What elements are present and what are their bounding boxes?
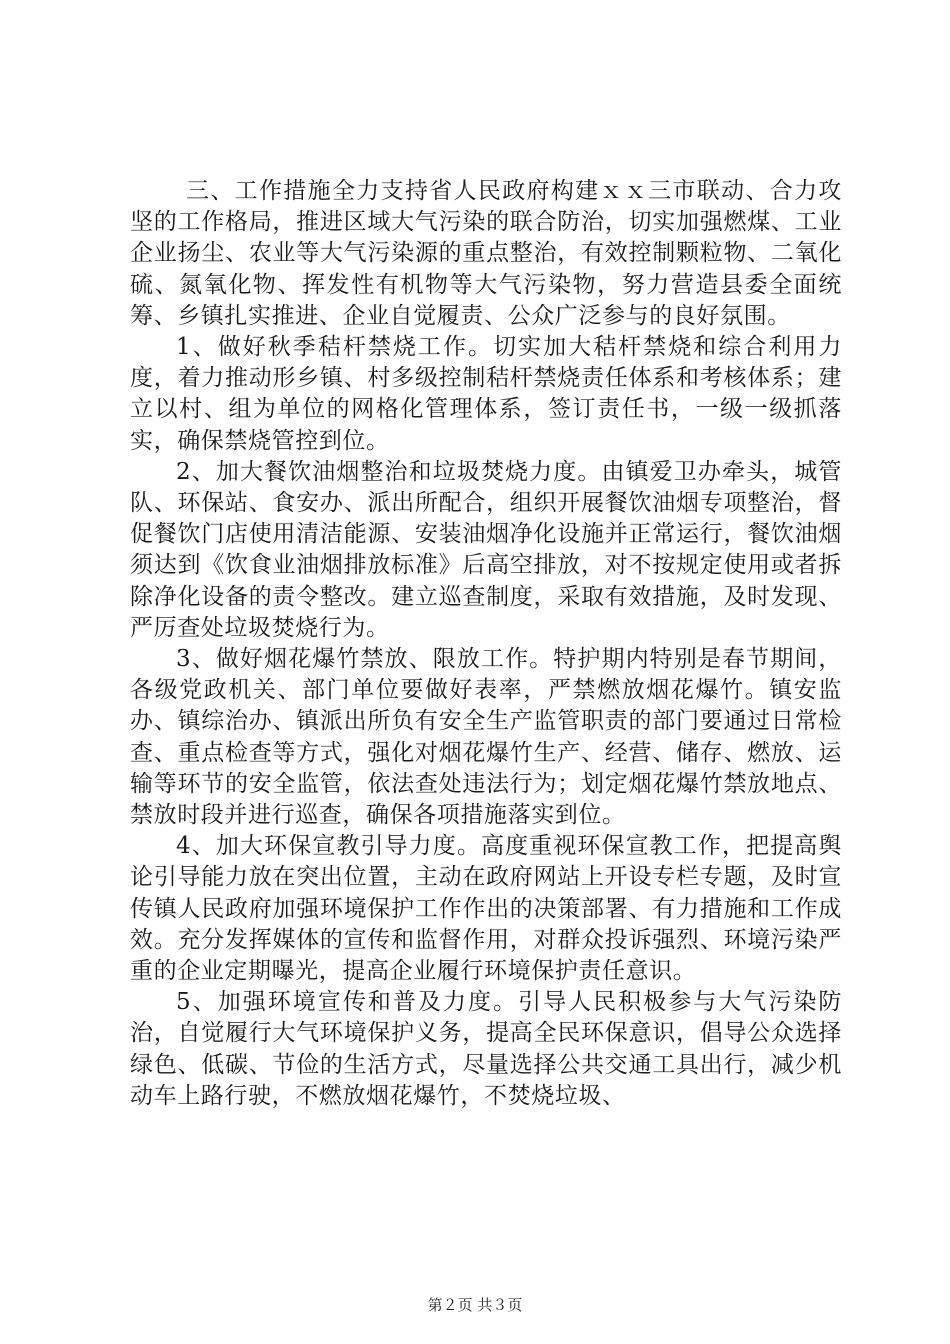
paragraph-item-3: 3、做好烟花爆竹禁放、限放工作。特护期内特别是春节期间，各级党政机关、部门单位要做好表率，严禁燃放烟花爆竹。镇安监办、镇综治办、镇派出所负有安全生产监管职责的部门要通过日常检查、重点检查等方式，强化对烟花爆竹生产、经营、储存、燃放、运输等环节的安全监管，依法查处违法行为；划定烟花爆竹禁放地点、禁放时段并进行巡查，确保各项措施落实到位。 [130,646,842,829]
paragraph-measures: 三、工作措施全力支持省人民政府构建ｘｘ三市联动、合力攻坚的工作格局，推进区域大气污染的联合防治，切实加强燃煤、工业企业扬尘、农业等大气污染源的重点整治，有效控制颗粒物、二氧化硫、氮氧化物、挥发性有机物等大气污染物，努力营造县委全面统筹、乡镇扎实推进、企业自觉履责、公众广泛参与的良好氛围。 [130,178,842,329]
page-footer: 第２页 共３页 [427,1296,523,1314]
paragraph-item-5: 5、加强环境宣传和普及力度。引导人民积极参与大气污染防治，自觉履行大气环境保护义务，提高全民环保意识，倡导公众选择绿色、低碳、节俭的生活方式，尽量选择公共交通工具出行，减少机动车上路行驶，不燃放烟花爆竹，不焚烧垃圾、 [130,989,842,1109]
document-body [130,176,842,1112]
paragraph-item-1: 1、做好秋季秸杆禁烧工作。切实加大秸杆禁烧和综合利用力度，着力推动形乡镇、村多级控制秸杆禁烧责任体系和考核体系；建立以村、组为单位的网格化管理体系，签订责任书，一级一级抓落实，确保禁烧管控到位。 [130,334,842,454]
paragraph-item-4: 4、加大环保宣教引导力度。高度重视环保宣教工作，把提高舆论引导能力放在突出位置，主动在政府网站上开设专栏专题，及时宣传镇人民政府加强环境保护工作作出的决策部署、有力措施和工作成效。充分发挥媒体的宣传和监督作用，对群众投诉强烈、环境污染严重的企业定期曝光，提高企业履行环境保护责任意识。 [130,833,842,985]
paragraph-item-2: 2、加大餐饮油烟整治和垃圾焚烧力度。由镇爱卫办牵头，城管队、环保站、食安办、派出所配合，组织开展餐饮油烟专项整治，督促餐饮门店使用清洁能源、安装油烟净化设施并正常运行，餐饮油烟须达到《饮食业油烟排放标准》后高空排放，对不按规定使用或者拆除净化设备的责令整改。建立巡查制度，采取有效措施，及时发现、严厉查处垃圾焚烧行为。 [130,458,842,641]
